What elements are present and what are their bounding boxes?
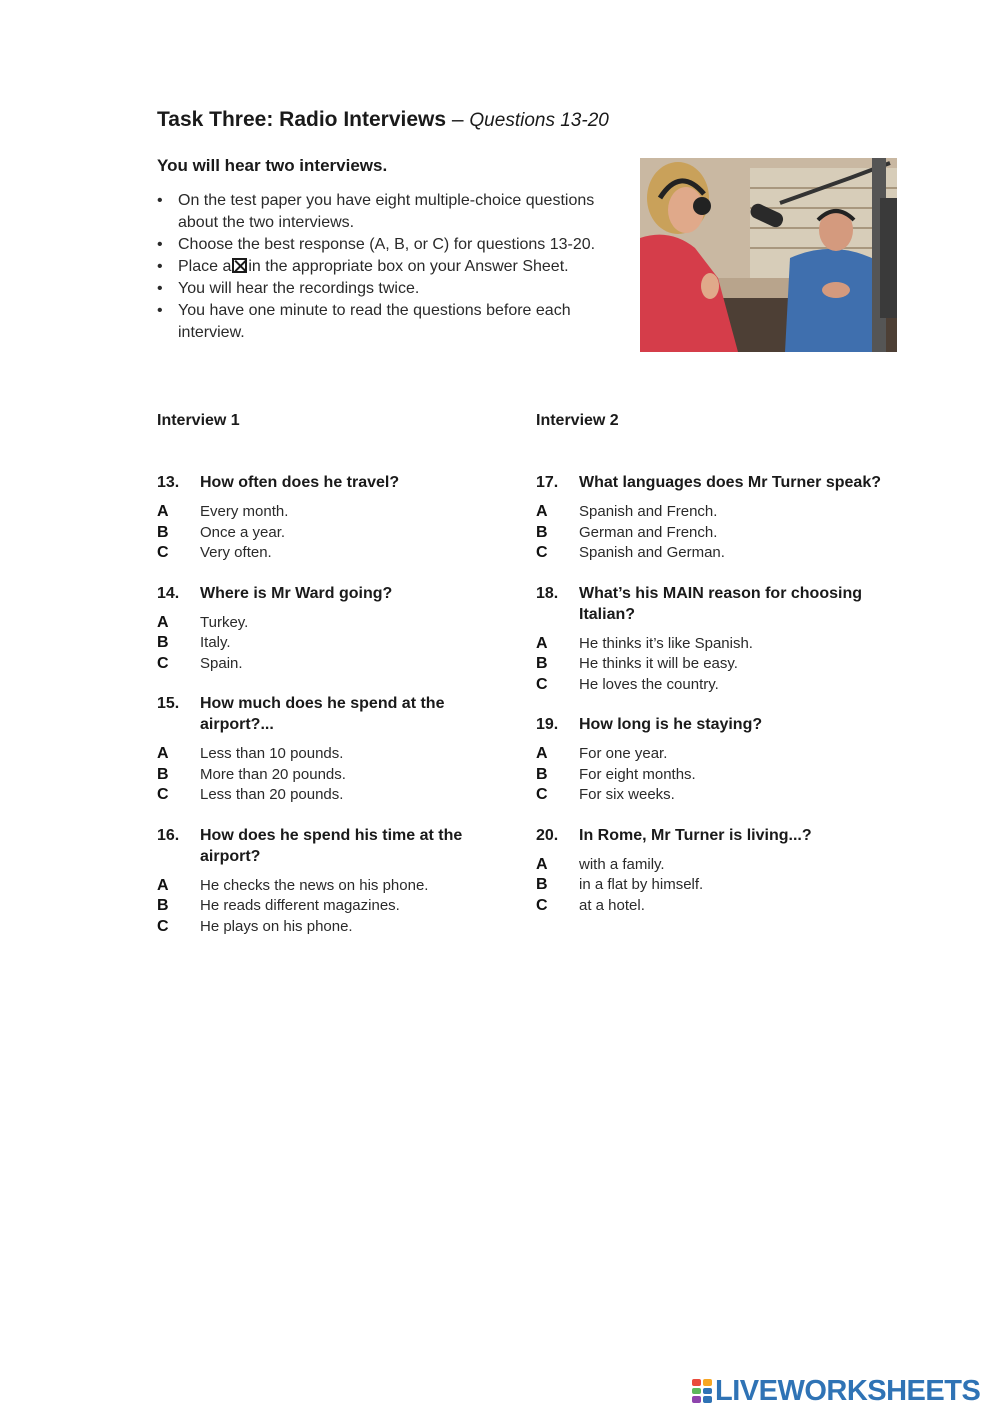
logo-square [703,1388,712,1395]
instruction-text: Place a [178,258,232,275]
instruction-item [157,256,637,278]
option-text: For eight months. [579,765,696,783]
option-c[interactable] [157,785,502,806]
option-letter: A [536,634,548,652]
option-letter: A [536,503,548,520]
question-text: What languages does Mr Turner speak? [579,474,881,491]
option-letter: A [536,855,548,873]
question-number: 13. [157,474,180,491]
option-text: at a hotel. [579,896,645,914]
option-text: Spanish and German. [579,544,725,561]
option-letter: B [536,876,548,893]
task-title-questions: Questions 13-20 [469,110,609,131]
option-text: Once a year. [200,523,286,541]
logo-text: LIVEWORKSHEETS [715,1374,981,1407]
interview-2-title: Interview 2 [536,412,619,429]
option-a[interactable] [157,744,502,765]
option-b[interactable] [536,875,881,896]
task-title-bold: Task Three: Radio Interviews [157,108,447,131]
option-b[interactable] [157,765,502,786]
option-text: Less than 10 pounds. [200,745,344,762]
logo-square [703,1379,712,1386]
option-letter: C [536,544,548,561]
question-text: How often does he travel? [200,474,400,491]
option-letter: B [157,523,169,541]
question-19 [536,714,881,806]
question-20 [536,825,881,917]
option-letter: C [536,896,548,914]
option-c[interactable] [536,896,881,917]
option-text: He reads different magazines. [200,897,400,914]
option-text: with a family. [579,855,665,873]
question-number: 16. [157,826,180,844]
option-text: He thinks it will be easy. [579,655,738,672]
option-b[interactable] [536,523,881,544]
task-title [157,108,609,132]
option-letter: B [536,523,548,541]
question-number: 15. [157,695,180,712]
logo-square [692,1379,701,1386]
option-a[interactable] [536,855,881,876]
question-text: What’s his MAIN reason for choosing Italian? [579,584,862,623]
instructions-list [157,190,637,344]
option-text: German and French. [579,523,718,541]
logo-square [692,1388,701,1395]
option-letter: B [157,634,169,651]
option-text: Spanish and French. [579,503,718,520]
option-text: He thinks it’s like Spanish. [579,634,753,652]
question-text: In Rome, Mr Turner is living...? [579,826,812,844]
option-c[interactable] [157,543,502,564]
option-a[interactable] [536,744,881,765]
interview-1-title: Interview 1 [157,412,240,429]
question-15 [157,693,502,806]
option-a[interactable] [157,502,502,523]
question-text: Where is Mr Ward going? [200,584,393,602]
option-letter: A [536,745,548,762]
option-letter: C [157,917,169,935]
instruction-item: • You have one minute to read the questions before each interview. [157,300,637,344]
option-letter: B [157,897,169,914]
option-text: Less than 20 pounds. [200,786,344,803]
option-a[interactable] [157,613,502,634]
option-a[interactable] [157,876,502,897]
question-18 [536,583,881,696]
option-a[interactable] [536,634,881,655]
option-b[interactable] [157,523,502,544]
option-text: in a flat by himself. [579,876,704,893]
radio-studio-photo [640,158,897,352]
instruction-item: • On the test paper you have eight multiple-choice questions about the two interviews. [157,190,637,234]
option-c[interactable] [157,917,502,938]
question-number: 17. [536,474,559,491]
option-b[interactable] [536,654,881,675]
logo-square [692,1396,701,1403]
option-letter: C [157,786,169,803]
instruction-text: in the appropriate box on your Answer Sheet. [248,258,569,275]
option-a[interactable] [536,502,881,523]
option-text: More than 20 pounds. [200,765,346,783]
option-text: Turkey. [200,613,249,631]
crossed-box-icon [232,258,247,273]
option-text: Spain. [200,654,243,672]
option-letter: C [536,786,548,803]
question-number: 14. [157,584,180,602]
option-letter: B [536,655,548,672]
logo-grid-icon [692,1379,712,1403]
option-text: For six weeks. [579,786,675,803]
option-letter: C [157,544,169,561]
question-17 [536,472,881,564]
option-text: For one year. [579,745,668,762]
task-title-dash: – [446,108,470,131]
task-subtitle: You will hear two interviews. [157,156,388,175]
option-letter: A [157,613,169,631]
question-text: How much does he spend at the airport?... [200,695,445,733]
instruction-item: • Choose the best response (A, B, or C) for questions 13-20. [157,234,637,256]
option-text: He checks the news on his phone. [200,876,429,894]
question-13 [157,472,502,564]
option-text: Italy. [200,634,231,651]
option-letter: A [157,745,169,762]
option-b[interactable] [157,633,502,654]
option-b[interactable] [157,896,502,917]
question-16 [157,825,502,938]
option-text: He loves the country. [579,675,719,693]
option-text: Every month. [200,503,289,520]
liveworksheets-logo [692,1374,980,1408]
option-letter: C [536,675,548,693]
option-letter: A [157,876,169,894]
question-number: 20. [536,826,559,844]
option-text: He plays on his phone. [200,917,353,935]
option-letter: B [536,765,548,783]
interview-2-column [536,412,881,935]
instruction-item: • You will hear the recordings twice. [157,278,637,300]
option-c[interactable] [157,654,502,675]
option-letter: B [157,765,169,783]
option-b[interactable] [536,765,881,786]
question-number: 19. [536,716,559,733]
option-letter: A [157,503,169,520]
interview-1-column [157,412,502,956]
option-letter: C [157,654,169,672]
question-text: How long is he staying? [579,716,763,733]
question-number: 18. [536,584,559,602]
option-c[interactable] [536,785,881,806]
question-text: How does he spend his time at the airport? [200,826,463,865]
question-14 [157,583,502,675]
option-text: Very often. [200,544,272,561]
logo-square [703,1396,712,1403]
option-c[interactable] [536,675,881,696]
option-c[interactable] [536,543,881,564]
